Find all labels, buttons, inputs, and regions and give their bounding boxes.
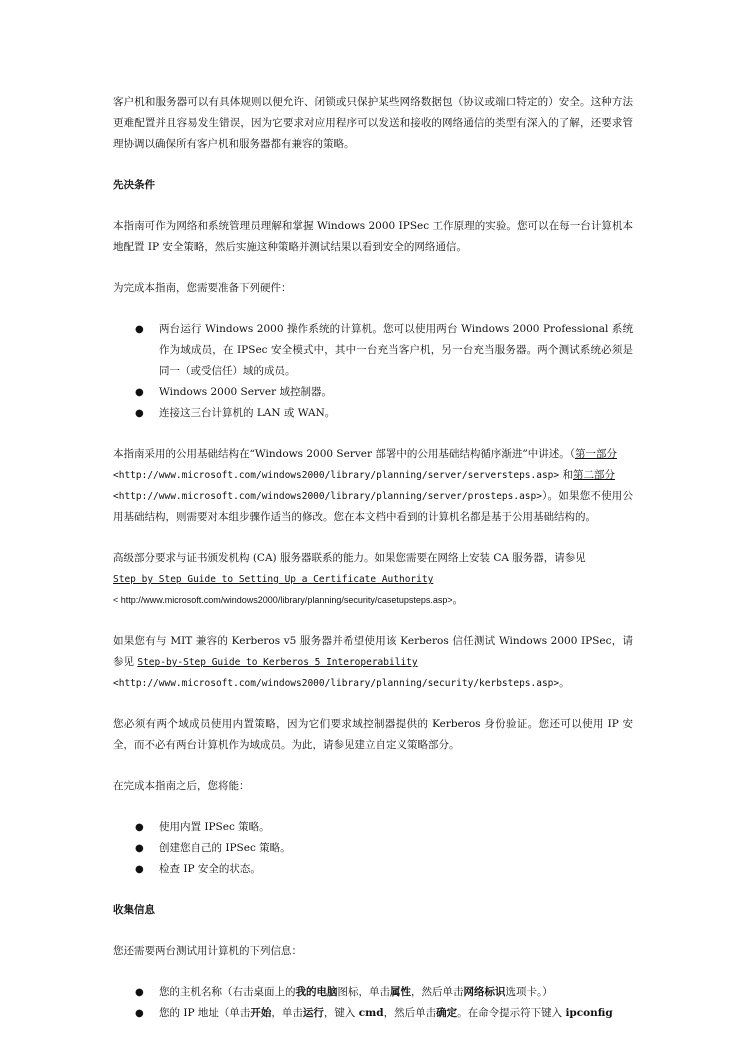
after-guide-intro: 在完成本指南之后，您将能： [113, 780, 250, 792]
part-two-url: <http://www.microsoft.com/windows2000/library/planning/server/prosteps.asp> [113, 491, 542, 502]
document-body [113, 92, 633, 1024]
part-one-link[interactable]: 第一部分 [574, 448, 617, 460]
intro-paragraph: 客户机和服务器可以有具体规则以便允许、闭锁或只保护某些网络数据包（协议或端口特定的）安全。这种方法更难配置并且容易发生错误，因为它要求对应用程序可以发送和接收的网络通信的类型有深入的了解，还要求管理协调以确保所有客户机和服务器都有兼容的策略。 [113, 96, 633, 150]
bullet-icon: ● [135, 822, 144, 833]
domain-members-paragraph: 您必须有两个域成员使用内置策略，因为它们要求域控制器提供的 Kerberos 身份验证。您还可以使用 IP 安全，而不必有两台计算机作为域成员。为此，请参见建立自定义策略部分。 [113, 718, 633, 751]
list-item: ● 您的主机名称（右击桌面上的我的电脑图标，单击属性，然后单击网络标识选项卡。） [113, 982, 633, 1003]
bullet-icon: ● [135, 408, 144, 419]
ca-guide-url: < http://www.microsoft.com/windows2000/library/planning/security/casetupsteps.asp> [113, 595, 453, 605]
infrastructure-paragraph: 本指南采用的公用基础结构在“Windows 2000 Server 部署中的公用基础结构循序渐进”中讲述。（第一部分 <http://www.microsoft.com/windows2000/library/planning/server/serversteps.asp> 和第二部分 <http://www.microsoft.com/windows2000/library/planning/server/prosteps.asp>）。如果您不使用公用基础结构，则需要对本组步骤作适当的修改。您在本文档中看到的计算机名都是基于公用基础结构的。 [113, 448, 633, 523]
ca-paragraph: 高级部分要求与证书颁发机构 (CA) 服务器联系的能力。如果您需要在网络上安装 CA 服务器，请参见 Step by Step Guide to Setting Up a Certificate Authority < http://www.microsoft.com/windows2000/library/planning/security/casetupsteps.asp>。 [113, 552, 586, 606]
bullet-icon: ● [135, 987, 144, 998]
kerberos-guide-link[interactable]: Step-by-Step Guide to Kerberos 5 Interoperability [137, 657, 418, 668]
part-one-url: <http://www.microsoft.com/windows2000/library/planning/server/serversteps.asp> [113, 470, 560, 481]
hardware-list [113, 319, 633, 424]
info-list [113, 982, 633, 1024]
prerequisites-paragraph: 本指南可作为网络和系统管理员理解和掌握 Windows 2000 IPSec 工作原理的实验。您可以在每一台计算机本地配置 IP 安全策略，然后实施这种策略并测试结果以看到安全的网络通信。 [113, 220, 633, 253]
list-item: ● 检查 IP 安全的状态。 [113, 859, 633, 880]
bullet-icon: ● [135, 864, 144, 875]
bullet-icon: ● [135, 1008, 144, 1019]
part-two-link[interactable]: 第二部分 [572, 469, 615, 481]
collect-info-intro: 您还需要两台测试用计算机的下列信息： [113, 945, 302, 957]
kerberos-guide-url: <http://www.microsoft.com/windows2000/library/planning/security/kerbsteps.asp> [113, 678, 560, 689]
hardware-intro: 为完成本指南，您需要准备下列硬件： [113, 282, 292, 294]
list-item: ● Windows 2000 Server 域控制器。 [113, 382, 633, 403]
bullet-icon: ● [135, 324, 144, 335]
prerequisites-heading: 先决条件 [113, 179, 155, 191]
kerberos-paragraph: 如果您有与 MIT 兼容的 Kerberos v5 服务器并希望使用该 Kerberos 信任测试 Windows 2000 IPSec，请参见 Step-by-Step Guide to Kerberos 5 Interoperability <http://www.microsoft.com/windows2000/library/planning/security/kerbsteps.asp>。 [113, 635, 633, 689]
list-item: ● 您的 IP 地址（单击开始，单击运行，键入 cmd，然后单击确定。在命令提示符下键入 ipconfig [113, 1003, 633, 1024]
list-item: ● 使用内置 IPSec 策略。 [113, 817, 633, 838]
list-item: ● 连接这三台计算机的 LAN 或 WAN。 [113, 403, 633, 424]
collect-info-heading: 收集信息 [113, 904, 155, 916]
list-item: ● 创建您自己的 IPSec 策略。 [113, 838, 633, 859]
bullet-icon: ● [135, 387, 144, 398]
goals-list [113, 817, 633, 880]
bullet-icon: ● [135, 843, 144, 854]
list-item: ● 两台运行 Windows 2000 操作系统的计算机。您可以使用两台 Windows 2000 Professional 系统作为域成员，在 IPSec 安全模式中，其中一台充当客户机，另一台充当服务器。两个测试系统必须是同一（或受信任）域的成员。 [113, 319, 633, 382]
ca-guide-link[interactable]: Step by Step Guide to Setting Up a Certificate Authority [113, 574, 434, 585]
